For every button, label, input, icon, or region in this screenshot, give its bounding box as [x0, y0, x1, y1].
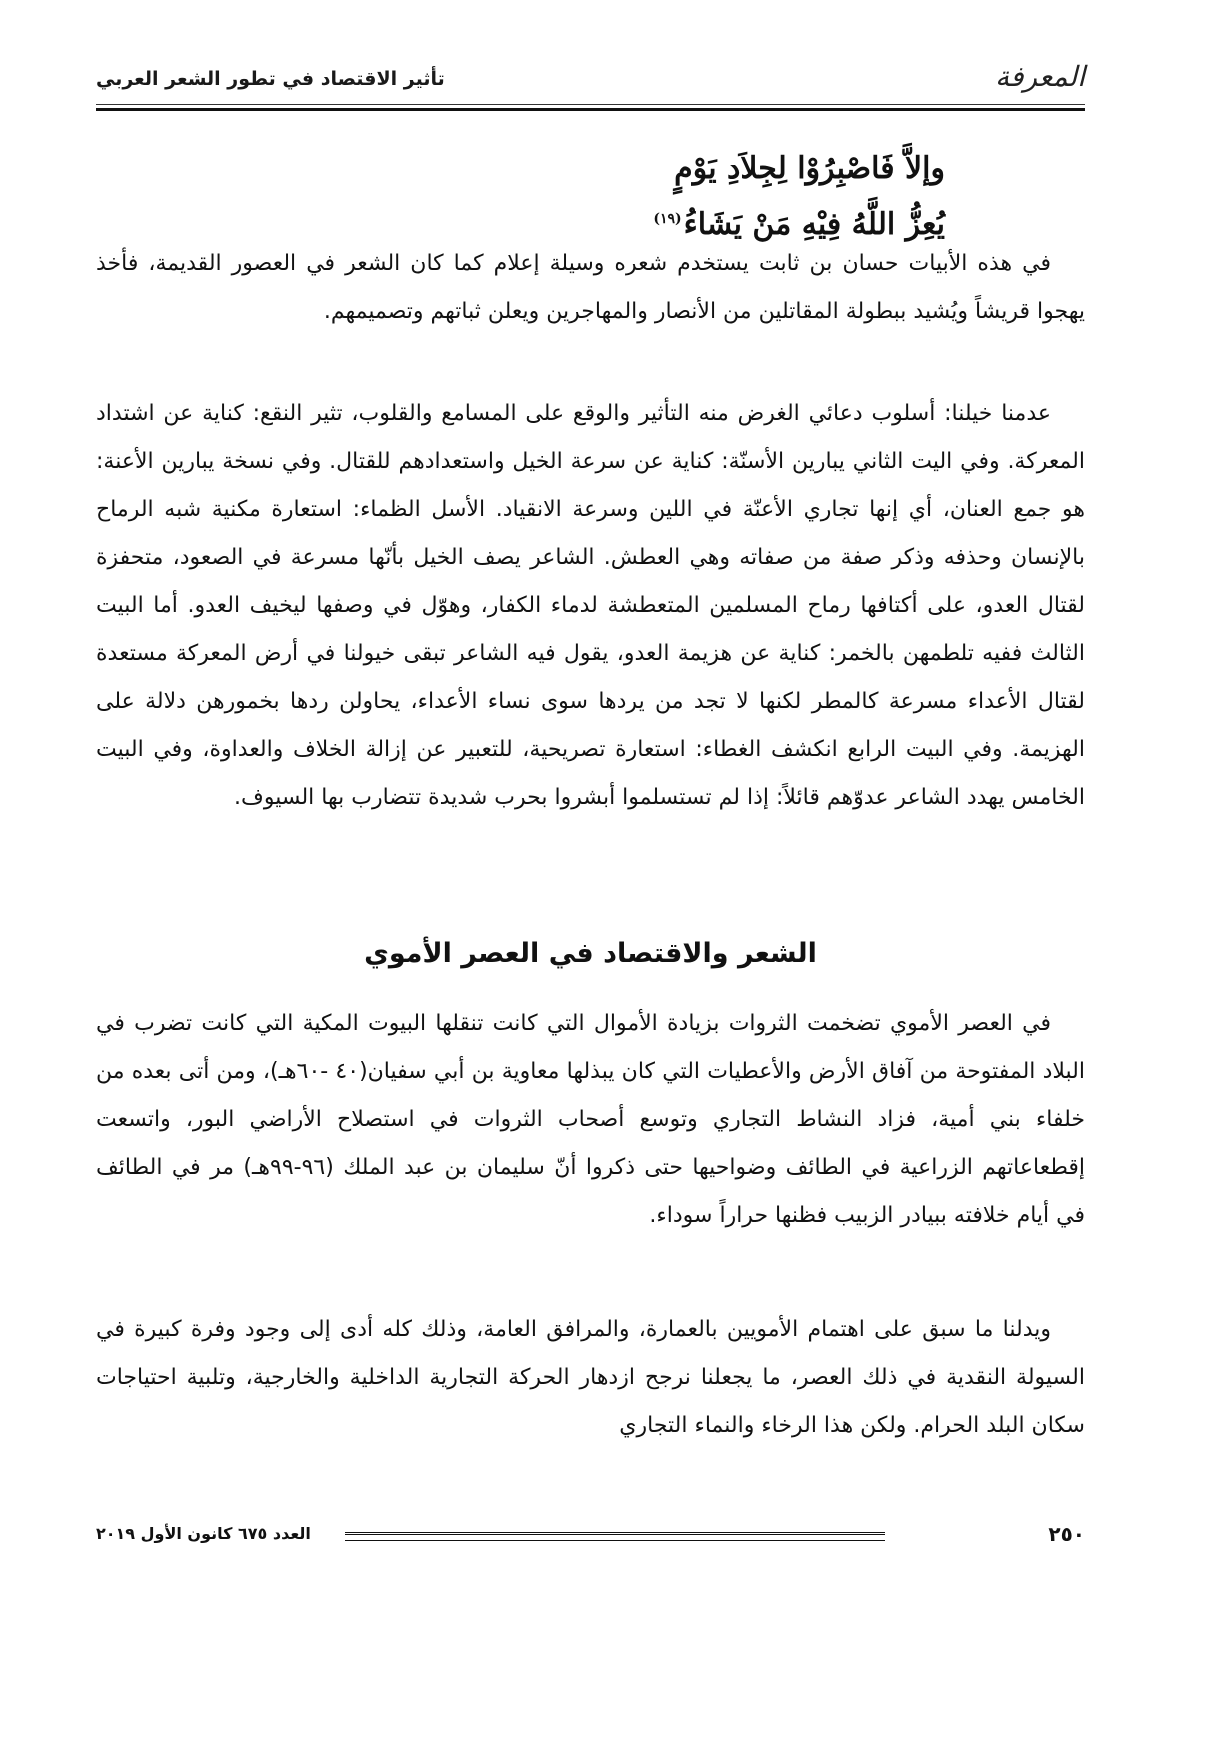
poem-line-2-text: يُعِزُّ اللَّهُ فِيْهِ مَنْ يَشَاءُ [683, 207, 945, 242]
header-rule-thick [96, 108, 1085, 111]
paragraph-1-text: في هذه الأبيات حسان بن ثابت يستخدم شعره وسيلة إعلام كما كان الشعر في العصور القديمة، فأخذ يهجوا قريشاً ويُشيد ببطولة المقاتلين من الأنصار والمهاجرين ويعلن ثباتهم وتصميمهم. [96, 251, 1085, 324]
paragraph-2 [96, 390, 1085, 822]
issue-info: العدد ٦٧٥ كانون الأول ٢٠١٩ [96, 1524, 311, 1543]
poem-line-1 [265, 146, 945, 192]
paragraph-4-text: ويدلنا ما سبق على اهتمام الأمويين بالعمارة، والمرافق العامة، وذلك كله أدى إلى وجود وفرة كبيرة في السيولة النقدية في ذلك العصر، ما يجعلنا نرجح ازدهار الحركة التجارية الداخلية والخارجية، وتلبية احتياجات سكان البلد الحرام. ولكن هذا الرخاء والنماء التجاري [96, 1317, 1085, 1438]
footnote-marker: (١٩) [653, 211, 682, 227]
paragraph-4 [96, 1306, 1085, 1450]
paragraph-3-text: في العصر الأموي تضخمت الثروات بزيادة الأموال التي كانت تنقلها البيوت المكية التي كانت تضرب في البلاد المفتوحة من آفاق الأرض والأعطيات التي كان يبذلها معاوية بن أبي سفيان(٤٠ -٦٠هـ)، ومن أتى بعده من خلفاء بني أمية، فزاد النشاط التجاري وتوسع أصحاب الثروات في استصلاح الأراضي البور، واتسعت إقطعاعاتهم الزراعية في الطائف وضواحيها حتى ذكروا أنّ سليمان بن عبد الملك (٩٦-٩٩هـ) مر في الطائف في أيام خلافته ببيادر الزبيب فظنها حراراً سوداء. [96, 1011, 1085, 1228]
header-rule-thin [96, 104, 1085, 105]
running-title: تأثير الاقتصاد في تطور الشعر العربي [96, 68, 445, 90]
paragraph-3 [96, 1000, 1085, 1240]
page-header [96, 58, 1085, 102]
paragraph-2-text: عدمنا خيلنا: أسلوب دعائي الغرض منه التأثير والوقع على المسامع والقلوب، تثير النقع: كناية عن اشتداد المعركة. وفي اليت الثاني يبارين الأسنّة: كناية عن سرعة الخيل واستعدادهم للقتال. وفي نسخة يبارين الأعنة: هو جمع العنان، أي إنها تجاري الأعنّة في اللين وسرعة الانقياد. الأسل الظماء: استعارة مكنية شبه الرماح بالإنسان وحذفه وذكر صفة من صفاته وهي العطش. الشاعر يصف الخيل بأنّها مسرعة في الصعود، متحفزة لقتال العدو، على أكتافها رماح المسلمين المتعطشة لدماء الكفار، وهوّل في وصفها ليخيف العدو. أما البيت الثالث ففيه تلطمهن بالخمر: كناية عن هزيمة العدو، يقول فيه الشاعر تبقى خيولنا في أرض المعركة مستعدة لقتال الأعداء مسرعة كالمطر لكنها لا تجد من يردها سوى نساء الأعداء، يحاولن ردها بخمورهن دلالة على الهزيمة. وفي البيت الرابع انكشف الغطاء: استعارة تصريحية، للتعبير عن إزالة الخلاف والعداوة، وفي البيت الخامس يهدد الشاعر عدوّهم قائلاً: إذا لم تستسلموا أبشروا بحرب شديدة تتضارب بها السيوف. [96, 401, 1085, 810]
paragraph-1 [96, 240, 1085, 336]
footer-rule [345, 1532, 885, 1535]
page-footer [96, 1518, 1085, 1558]
footer-rule-secondary [345, 1540, 885, 1541]
journal-logo: المعرفة [995, 60, 1085, 93]
section-heading: الشعر والاقتصاد في العصر الأموي [364, 938, 817, 969]
poem-line-1-text: وإلاَّ فَاصْبِرُوْا لِجِلاَدِ يَوْمٍ [674, 151, 945, 186]
page-number: ٢٥٠ [1048, 1522, 1085, 1546]
